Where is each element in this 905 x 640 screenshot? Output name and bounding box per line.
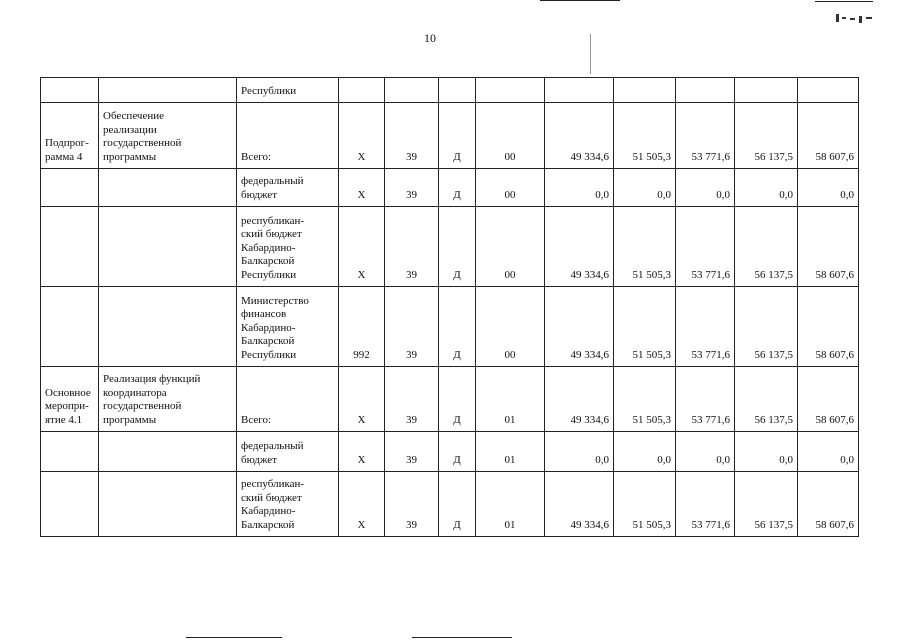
cell-grbs-code: Х	[339, 207, 385, 287]
cell-program-code: 39	[385, 287, 439, 367]
cell-program-code: 39	[385, 207, 439, 287]
cell-value-2018: 0,0	[798, 169, 859, 207]
cell-event-code: 00	[476, 169, 545, 207]
cell-grbs-code: Х	[339, 169, 385, 207]
cell-description	[99, 432, 237, 472]
table-row	[41, 78, 859, 103]
cell-event-code: 00	[476, 207, 545, 287]
cell-row-label	[41, 78, 99, 103]
cell-value-2014: 49 334,6	[545, 103, 614, 169]
cell-value-2018: 58 607,6	[798, 207, 859, 287]
cell-value-2017: 56 137,5	[735, 367, 798, 432]
table-row	[41, 472, 859, 537]
cell-funding-source: Всего:	[237, 103, 339, 169]
cell-value-2017: 56 137,5	[735, 207, 798, 287]
cell-funding-source: республикан- ский бюджет Кабардино- Балкарской	[237, 472, 339, 537]
cell-value-2016: 53 771,6	[676, 367, 735, 432]
cell-description: Обеспечение реализации государственной программы	[99, 103, 237, 169]
cell-value-2015: 51 505,3	[614, 472, 676, 537]
table-row	[41, 367, 859, 432]
cell-row-label	[41, 287, 99, 367]
cell-value-2015: 51 505,3	[614, 103, 676, 169]
cell-value-2018: 58 607,6	[798, 287, 859, 367]
cell-value-2016: 0,0	[676, 169, 735, 207]
cell-subprogram-code: Д	[439, 207, 476, 287]
cell-row-label: Подпрог- рамма 4	[41, 103, 99, 169]
cell-value-2014: 0,0	[545, 432, 614, 472]
cell-value-2015: 51 505,3	[614, 367, 676, 432]
cell-value-2016: 53 771,6	[676, 472, 735, 537]
table-row	[41, 287, 859, 367]
cell-value-2018: 58 607,6	[798, 367, 859, 432]
cell-value-2018: 0,0	[798, 432, 859, 472]
budget-table	[40, 77, 859, 537]
cell-subprogram-code: Д	[439, 367, 476, 432]
cell-value-2018: 58 607,6	[798, 472, 859, 537]
table-row	[41, 207, 859, 287]
cell-value-2017: 56 137,5	[735, 103, 798, 169]
cell-funding-source: Всего:	[237, 367, 339, 432]
cell-program-code	[385, 78, 439, 103]
table-row	[41, 169, 859, 207]
cell-program-code: 39	[385, 169, 439, 207]
cell-subprogram-code	[439, 78, 476, 103]
scan-mark-top-right	[815, 1, 873, 2]
cell-subprogram-code: Д	[439, 472, 476, 537]
cell-event-code: 00	[476, 103, 545, 169]
cell-program-code: 39	[385, 103, 439, 169]
cell-subprogram-code: Д	[439, 103, 476, 169]
cell-value-2014: 0,0	[545, 169, 614, 207]
cell-description	[99, 169, 237, 207]
cell-description	[99, 287, 237, 367]
cell-value-2018	[798, 78, 859, 103]
cell-funding-source: республикан- ский бюджет Кабардино- Балкарской Республики	[237, 207, 339, 287]
cell-value-2016: 0,0	[676, 432, 735, 472]
cell-value-2017: 56 137,5	[735, 287, 798, 367]
cell-grbs-code	[339, 78, 385, 103]
cell-value-2015: 0,0	[614, 169, 676, 207]
scan-mark-bottom-left	[186, 637, 282, 638]
cell-value-2017: 0,0	[735, 169, 798, 207]
cell-grbs-code: Х	[339, 472, 385, 537]
cell-value-2016: 53 771,6	[676, 207, 735, 287]
table-row	[41, 432, 859, 472]
cell-funding-source: федеральный бюджет	[237, 432, 339, 472]
cell-event-code: 01	[476, 367, 545, 432]
cell-value-2014: 49 334,6	[545, 287, 614, 367]
cell-funding-source: Министерство финансов Кабардино- Балкарской Республики	[237, 287, 339, 367]
cell-description	[99, 78, 237, 103]
scan-mark-bottom-right	[412, 637, 512, 638]
cell-row-label	[41, 432, 99, 472]
cell-value-2015: 51 505,3	[614, 287, 676, 367]
cell-value-2016: 53 771,6	[676, 287, 735, 367]
cell-program-code: 39	[385, 432, 439, 472]
cell-row-label	[41, 207, 99, 287]
cell-value-2015: 0,0	[614, 432, 676, 472]
cell-value-2017: 0,0	[735, 432, 798, 472]
cell-subprogram-code: Д	[439, 287, 476, 367]
cell-program-code: 39	[385, 367, 439, 432]
cell-event-code: 00	[476, 287, 545, 367]
cell-value-2016: 53 771,6	[676, 103, 735, 169]
cell-event-code: 01	[476, 472, 545, 537]
cell-event-code: 01	[476, 432, 545, 472]
cell-funding-source: Республики	[237, 78, 339, 103]
scan-mark-top	[540, 0, 620, 1]
cell-subprogram-code: Д	[439, 432, 476, 472]
cell-row-label	[41, 472, 99, 537]
cell-event-code	[476, 78, 545, 103]
cell-value-2017	[735, 78, 798, 103]
cell-value-2014	[545, 78, 614, 103]
cell-description	[99, 207, 237, 287]
cell-program-code: 39	[385, 472, 439, 537]
cell-value-2014: 49 334,6	[545, 472, 614, 537]
table-body	[41, 78, 859, 537]
cell-grbs-code: Х	[339, 367, 385, 432]
cell-grbs-code: Х	[339, 103, 385, 169]
table-row	[41, 103, 859, 169]
cell-value-2016	[676, 78, 735, 103]
cell-description	[99, 472, 237, 537]
cell-value-2014: 49 334,6	[545, 207, 614, 287]
cell-value-2015: 51 505,3	[614, 207, 676, 287]
scan-mark-vertical	[590, 34, 591, 74]
cell-row-label	[41, 169, 99, 207]
cell-row-label: Основное меропри- ятие 4.1	[41, 367, 99, 432]
cell-subprogram-code: Д	[439, 169, 476, 207]
cell-value-2017: 56 137,5	[735, 472, 798, 537]
cell-grbs-code: Х	[339, 432, 385, 472]
cell-funding-source: федеральный бюджет	[237, 169, 339, 207]
cell-grbs-code: 992	[339, 287, 385, 367]
page-number: 10	[424, 31, 436, 45]
cell-description: Реализация функций координатора государственной программы	[99, 367, 237, 432]
cell-value-2015	[614, 78, 676, 103]
cell-value-2018: 58 607,6	[798, 103, 859, 169]
cell-value-2014: 49 334,6	[545, 367, 614, 432]
